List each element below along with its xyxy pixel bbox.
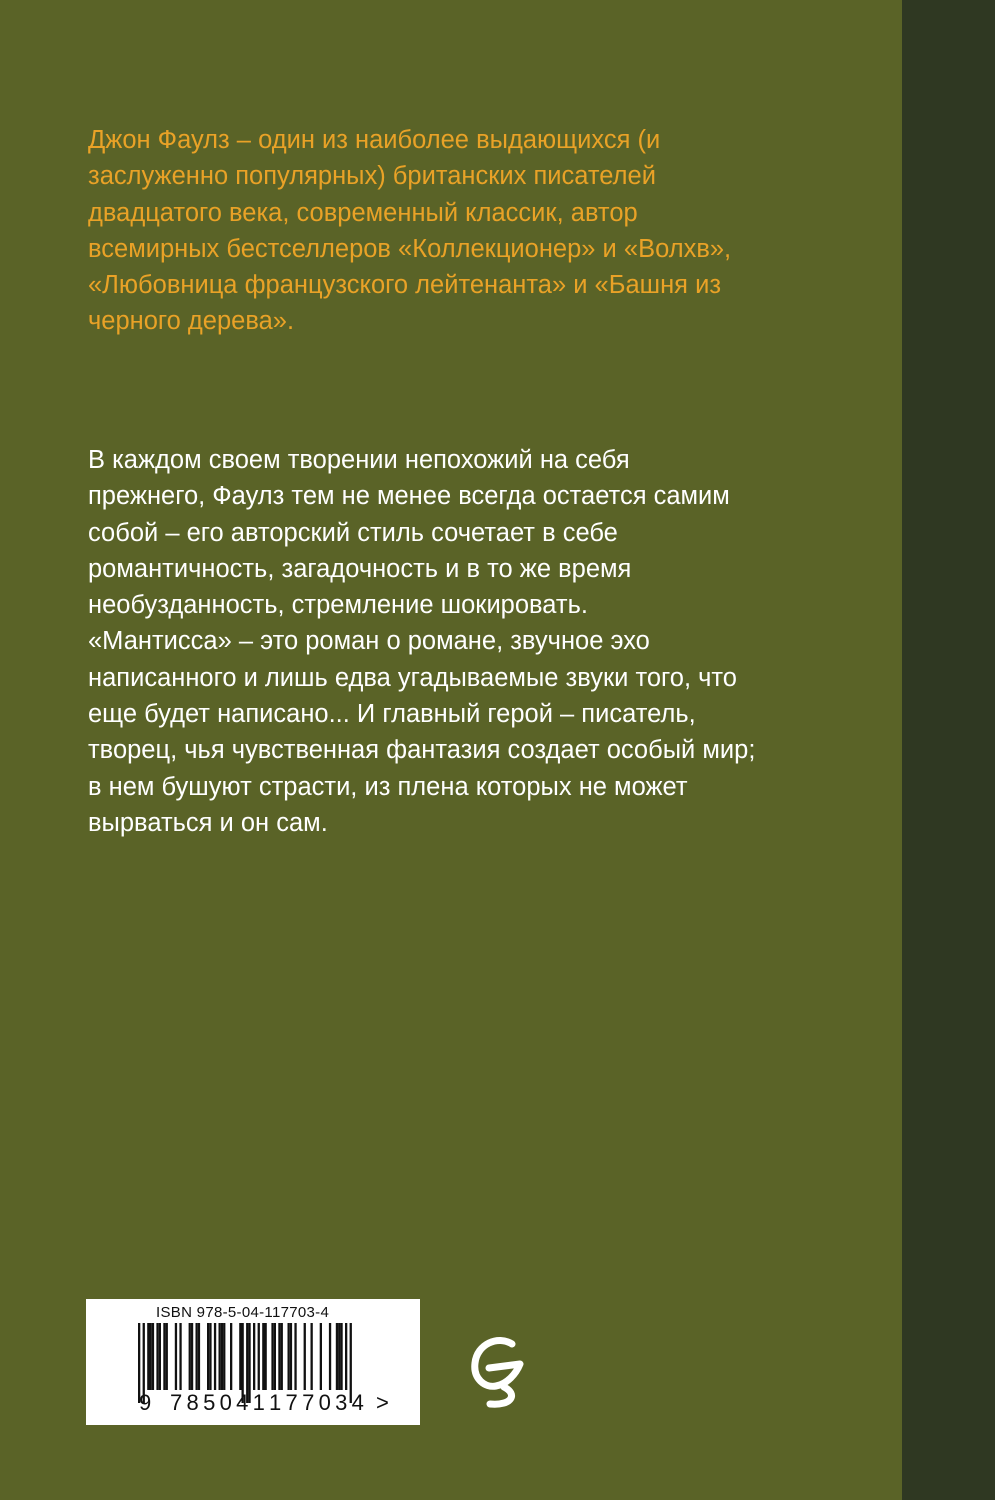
barcode-bar [288,1323,290,1390]
barcode-bar [191,1323,193,1390]
intro-line: «Любовница французского лейтенанта» и «Башня из [88,271,722,300]
barcode-bar [253,1323,255,1390]
barcode-bar [338,1323,340,1390]
barcode-bar [156,1323,158,1390]
barcode-bar [345,1323,347,1390]
description-line: написанного и лишь едва угадываемые звуки того, что [88,663,737,692]
description-line: в нем бушуют страсти, из плена которых не может [88,772,688,801]
barcode-bar [219,1323,221,1390]
barcode-bar [265,1323,267,1390]
barcode-bar [196,1323,198,1390]
barcode-bar [230,1323,232,1390]
intro-line: двадцатого века, современный классик, автор [88,198,638,227]
barcode-bar [207,1323,209,1390]
isbn-text: ISBN 978-5-04-117703-4 [156,1304,330,1321]
intro-line: заслуженно популярных) британских писателей [88,162,656,191]
description-line: В каждом своем творении непохожий на себя [88,446,630,474]
description-line: творец, чья чувственная фантазия создает особый мир; [88,736,756,765]
barcode-bar [239,1323,241,1390]
barcode-bar [159,1323,161,1390]
barcode-bar [281,1323,283,1390]
barcode-bar [150,1323,152,1390]
intro-line: всемирных бестселлеров «Коллекционер» и «Волхв», [88,234,732,263]
description-line: прежнего, Фаулз тем не менее всегда остается самим [88,482,730,511]
intro-paragraph [88,122,888,340]
description-line: необузданность, стремление шокировать. [88,591,588,620]
barcode-first-digit: 9 [139,1390,152,1415]
barcode-bar [221,1323,223,1390]
barcode-bar [274,1323,276,1390]
barcode-right-digits: 177034 [269,1390,369,1415]
barcode-bar [336,1323,338,1390]
barcode-label [86,1299,420,1425]
barcode-bar [163,1323,165,1390]
barcode-arrow: > [376,1390,389,1415]
description-line: собой – его авторский стиль сочетает в себе [88,518,618,547]
barcode-bar [271,1323,273,1390]
barcode-bar [278,1323,280,1390]
barcode-bar [152,1323,154,1390]
barcode-bar [304,1323,306,1390]
barcode-bar [198,1323,200,1390]
intro-line: Джон Фаулз – один из наиболее выдающихся (и [88,126,661,154]
intro-line: черного дерева». [88,307,295,336]
barcode-left-digits: 785041 [170,1390,270,1415]
barcode-bar [147,1323,149,1390]
barcode-bar [329,1323,331,1390]
description-paragraph [88,442,888,841]
eksmo-logo-icon [468,1330,528,1410]
barcode-bar [294,1323,296,1390]
description-line: вырваться и он сам. [88,808,328,837]
barcode-bar [262,1323,264,1390]
barcode-bar [340,1323,342,1390]
barcode-bar [311,1323,313,1390]
description-line: еще будет написано... И главный герой – писатель, [88,700,696,729]
barcode-bar [223,1323,225,1390]
description-line: романтичность, загадочность и в то же время [88,554,632,583]
book-spine [902,0,995,1500]
barcode-bar [166,1323,168,1390]
barcode-bar [175,1323,177,1390]
description-line: «Мантисса» – это роман о романе, звучное эхо [88,627,650,656]
barcode-bar [214,1323,216,1390]
barcode-bar [320,1323,322,1390]
barcode-bar [209,1323,211,1390]
barcode-bar [290,1323,292,1390]
barcode-bar [179,1323,181,1390]
barcode-bar [189,1323,191,1390]
barcode-bar [258,1323,260,1390]
